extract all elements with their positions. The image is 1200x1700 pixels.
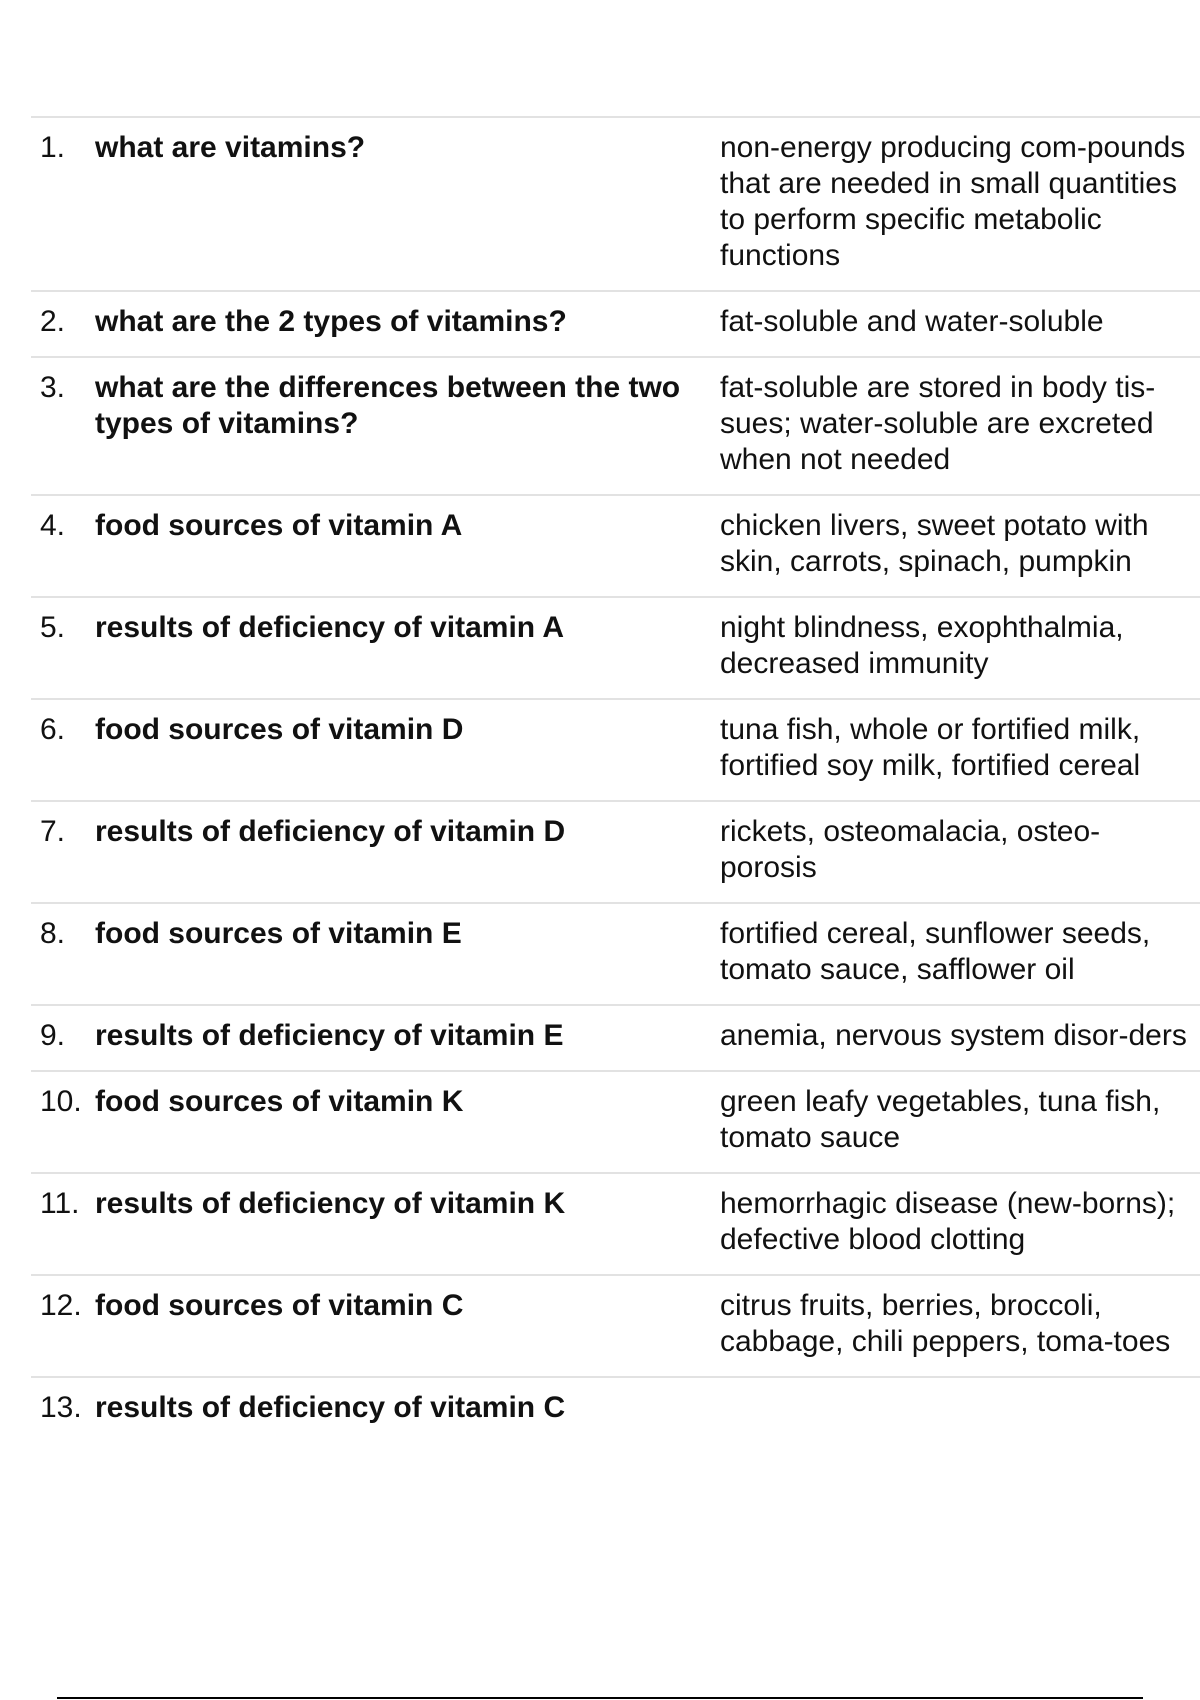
card-number: 7. — [40, 815, 66, 848]
card-term: food sources of vitamin E — [95, 917, 462, 950]
flashcard-row — [31, 1376, 1200, 1442]
card-term: what are the 2 types of vitamins? — [95, 305, 567, 338]
card-number: 1. — [40, 131, 66, 164]
card-number: 9. — [40, 1019, 66, 1052]
card-term: results of deficiency of vitamin K — [95, 1187, 566, 1220]
flashcard-row — [31, 698, 1200, 800]
card-number: 13. — [40, 1391, 82, 1424]
card-definition: hemorrhagic disease (new-borns); defective blood clotting — [720, 1187, 1176, 1256]
card-term: food sources of vitamin K — [95, 1085, 464, 1118]
card-term: food sources of vitamin C — [95, 1289, 464, 1322]
card-term: results of deficiency of vitamin D — [95, 815, 566, 848]
flashcard-row — [31, 596, 1200, 698]
flashcard-row — [31, 290, 1200, 356]
flashcard-row — [31, 116, 1200, 290]
flashcard-row — [31, 494, 1200, 596]
card-number: 11. — [40, 1187, 80, 1220]
card-definition: fortified cereal, sunflower seeds, tomato sauce, safflower oil — [720, 917, 1151, 986]
card-term: food sources of vitamin A — [95, 509, 463, 542]
card-definition: green leafy vegetables, tuna fish, tomato sauce — [720, 1085, 1161, 1154]
card-definition: anemia, nervous system disor-ders — [720, 1019, 1187, 1052]
card-definition: tuna fish, whole or fortified milk, fortified soy milk, fortified cereal — [720, 713, 1141, 782]
card-number: 2. — [40, 305, 66, 338]
card-number: 6. — [40, 713, 66, 746]
card-term: results of deficiency of vitamin A — [95, 611, 564, 644]
card-term: results of deficiency of vitamin E — [95, 1019, 564, 1052]
card-number: 12. — [40, 1289, 82, 1322]
card-term: food sources of vitamin D — [95, 713, 464, 746]
flashcard-row — [31, 1274, 1200, 1376]
flashcard-row — [31, 800, 1200, 902]
card-definition: chicken livers, sweet potato with skin, carrots, spinach, pumpkin — [720, 509, 1149, 578]
card-number: 3. — [40, 371, 66, 404]
flashcard-list — [31, 116, 1200, 1442]
card-term: results of deficiency of vitamin C — [95, 1391, 566, 1424]
card-term: what are the differences between the two types of vitamins? — [95, 371, 681, 440]
flashcard-row — [31, 1172, 1200, 1274]
card-number: 5. — [40, 611, 66, 644]
flashcard-row — [31, 356, 1200, 494]
page-bottom-divider — [57, 1697, 1143, 1699]
flashcard-row — [31, 902, 1200, 1004]
flashcard-row — [31, 1070, 1200, 1172]
card-number: 8. — [40, 917, 66, 950]
card-definition: rickets, osteomalacia, osteo-porosis — [720, 815, 1101, 884]
card-definition: fat-soluble are stored in body tis-sues; water-soluble are excreted when not needed — [720, 371, 1156, 476]
card-definition: fat-soluble and water-soluble — [720, 305, 1104, 338]
flashcard-row — [31, 1004, 1200, 1070]
card-term: what are vitamins? — [95, 131, 366, 164]
card-definition: citrus fruits, berries, broccoli, cabbage, chili peppers, toma-toes — [720, 1289, 1171, 1358]
card-number: 4. — [40, 509, 66, 542]
card-number: 10. — [40, 1085, 82, 1118]
card-definition: night blindness, exophthalmia, decreased immunity — [720, 611, 1124, 680]
card-definition: non-energy producing com-pounds that are needed in small quantities to perform specific metabolic functions — [720, 131, 1186, 272]
